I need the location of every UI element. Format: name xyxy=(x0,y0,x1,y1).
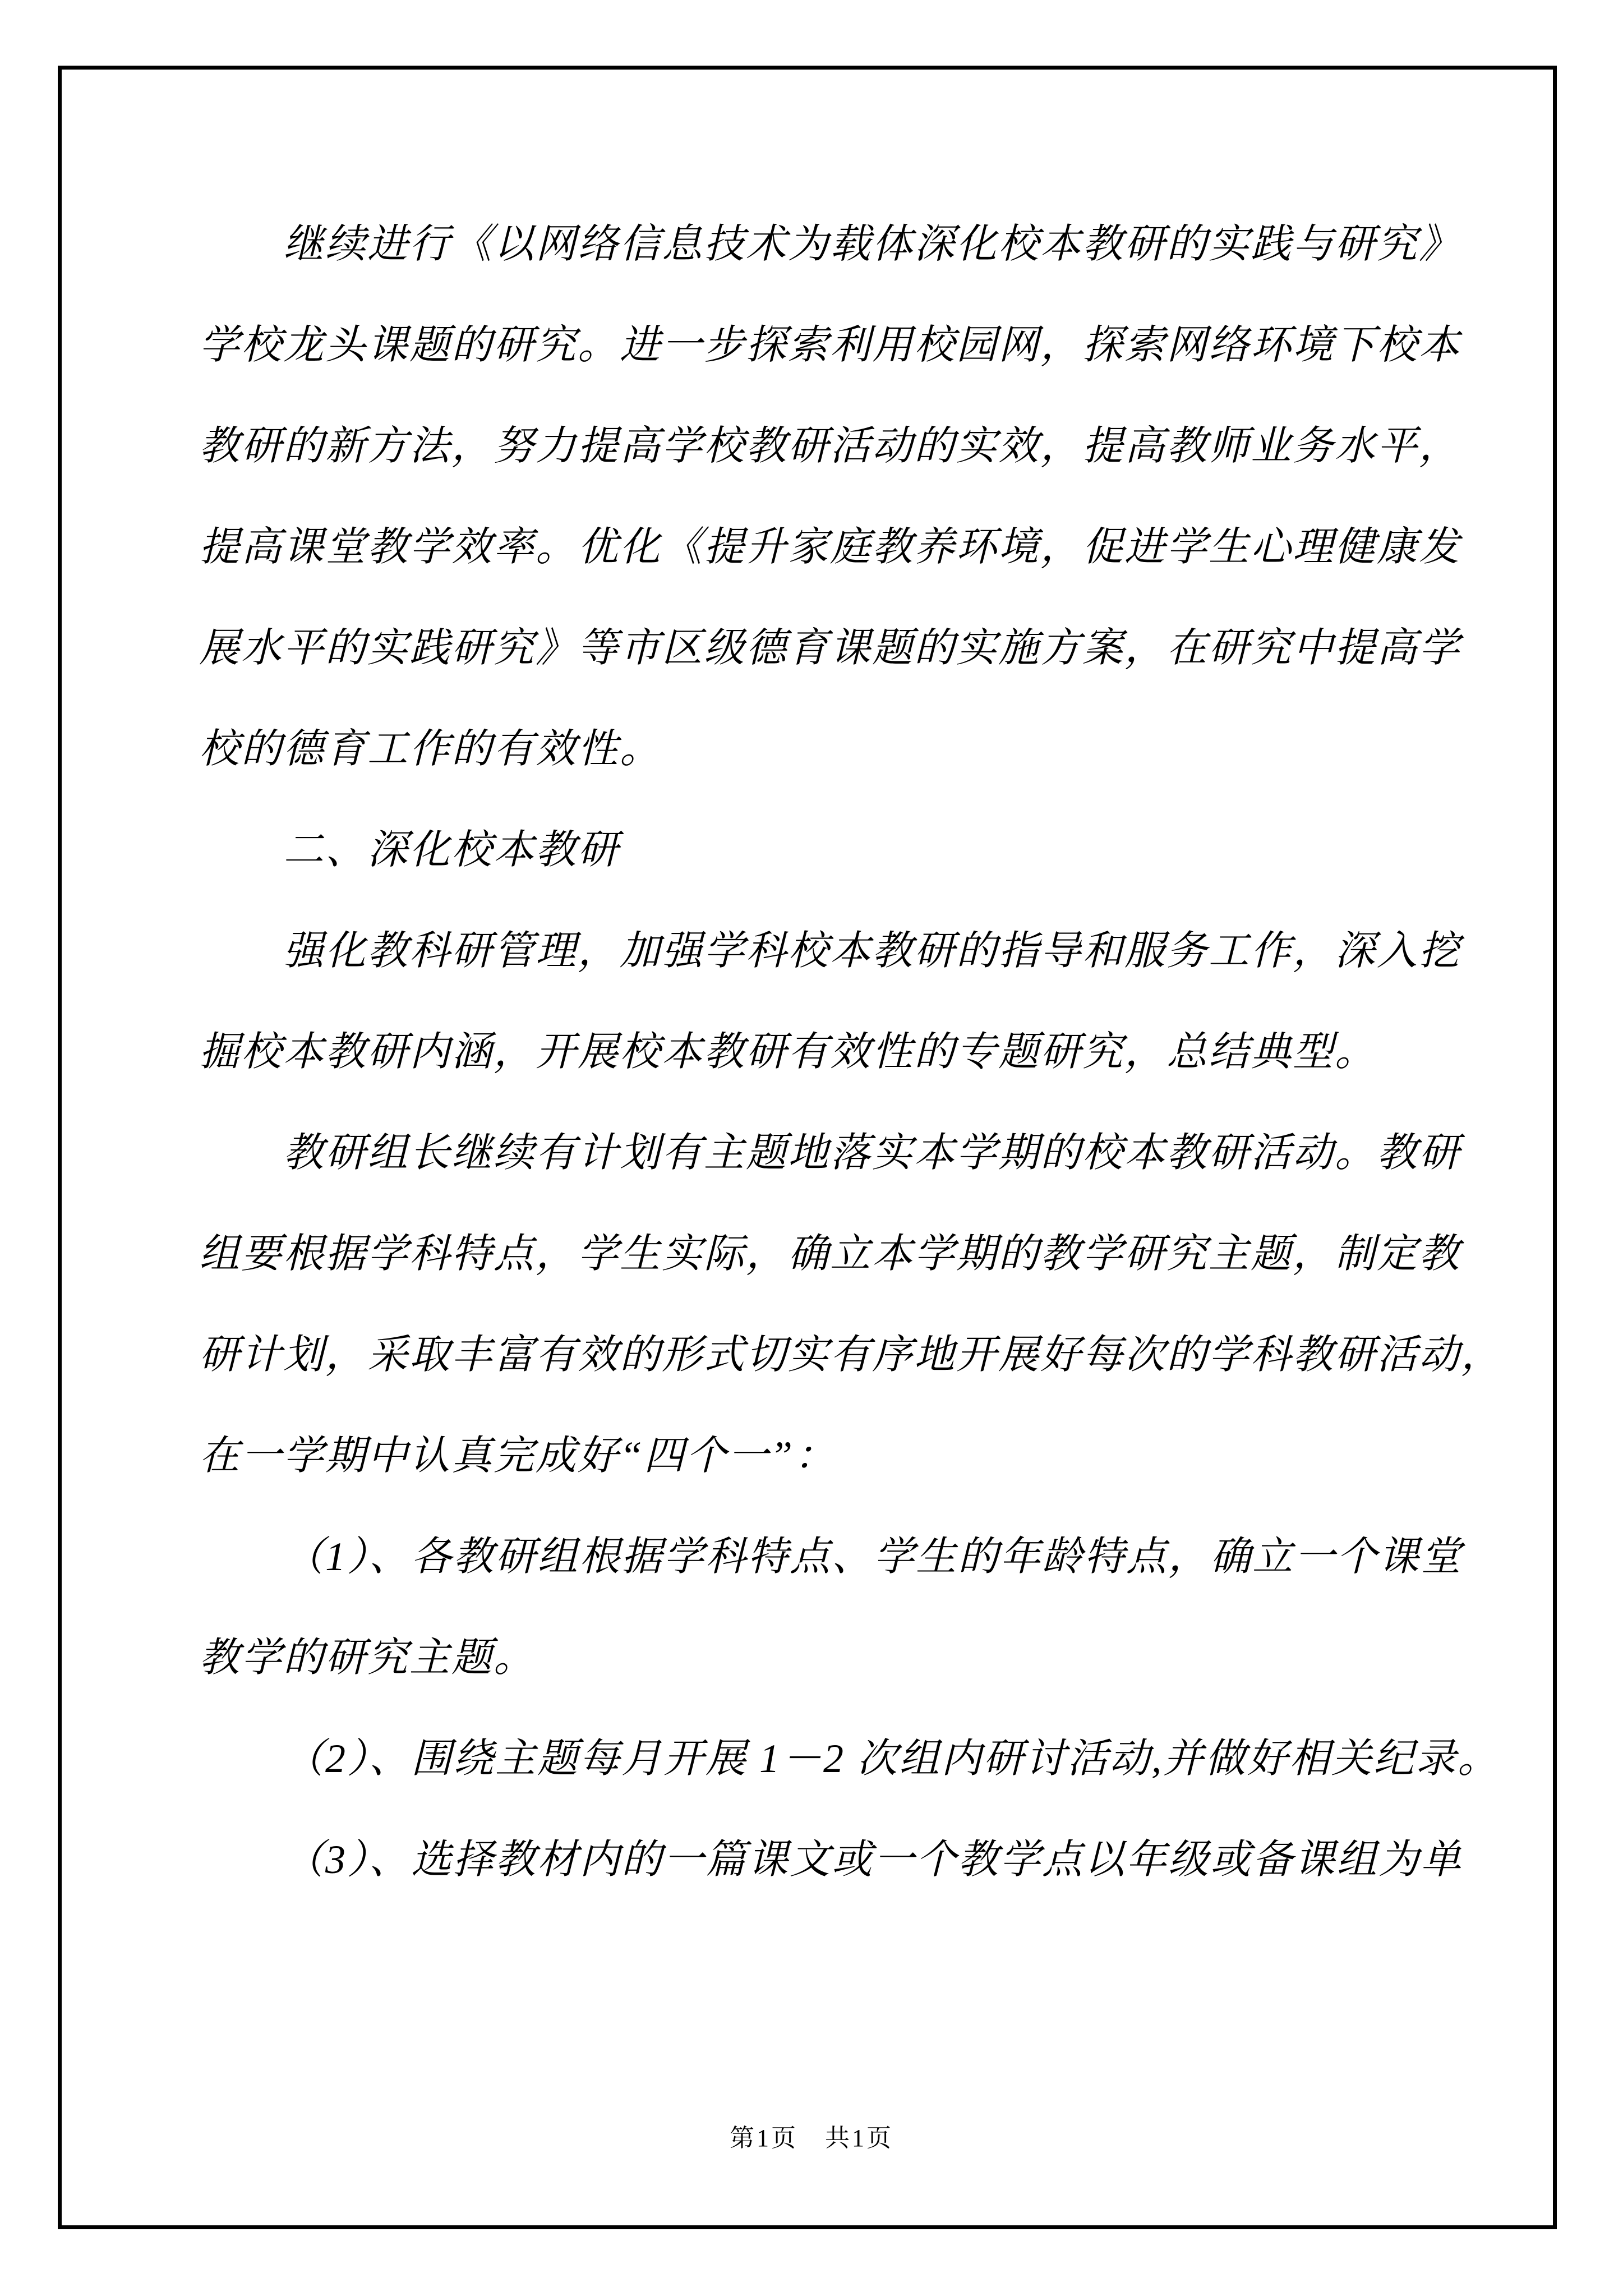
text-line: 组要根据学科特点，学生实际，确立本学期的教学研究主题，制定教 xyxy=(199,1231,1461,1276)
text-line: 继续进行《以网络信息技术为载体深化校本教研的实践与研究》 xyxy=(283,222,1461,266)
text-line-list-item-2: （2）、围绕主题每月开展 1－2 次组内研讨活动,并做好相关纪录。 xyxy=(283,1736,1500,1781)
text-line-list-item-3: （3）、选择教材内的一篇课文或一个教学点以年级或备课组为单 xyxy=(283,1837,1463,1882)
text-line: 校的德育工作的有效性。 xyxy=(199,726,662,771)
text-line: 提高课堂教学效率。优化《提升家庭教养环境，促进学生心理健康发 xyxy=(199,524,1461,569)
text-line: 教研的新方法，努力提高学校教研活动的实效，提高教师业务水平， xyxy=(199,424,1461,468)
text-line: 掘校本教研内涵，开展校本教研有效性的专题研究，总结典型。 xyxy=(199,1029,1377,1074)
text-line: 教学的研究主题。 xyxy=(199,1635,536,1680)
text-line: 在一学期中认真完成好“四个一”： xyxy=(199,1433,837,1478)
text-line-section-heading: 二、深化校本教研 xyxy=(283,827,620,872)
text-line-list-item-1: （1）、各教研组根据学科特点、学生的年龄特点，确立一个课堂 xyxy=(283,1534,1463,1579)
document-body xyxy=(199,194,1504,1910)
text-line: 教研组长继续有计划有主题地落实本学期的校本教研活动。教研 xyxy=(283,1130,1461,1175)
text-line: 展水平的实践研究》等市区级德育课题的实施方案，在研究中提高学 xyxy=(199,625,1461,670)
page-footer: 第1页 共1页 xyxy=(730,2124,893,2152)
text-line: 学校龙头课题的研究。进一步探索利用校园网，探索网络环境下校本 xyxy=(199,323,1461,367)
text-line: 研计划，采取丰富有效的形式切实有序地开展好每次的学科教研活动， xyxy=(199,1332,1504,1377)
text-line: 强化教科研管理，加强学科校本教研的指导和服务工作，深入挖 xyxy=(283,928,1461,973)
